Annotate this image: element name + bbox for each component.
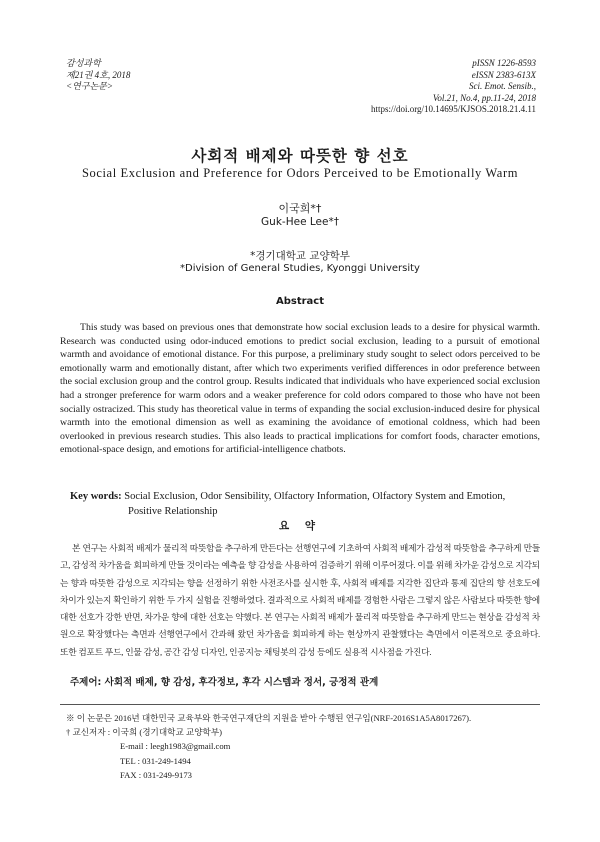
article-type: <연구논문> [66,81,113,91]
author-english: Guk-Hee Lee*† [261,216,339,228]
korean-keywords: 주제어: 사회적 배제, 향 감성, 후각정보, 후각 시스템과 정서, 긍정적 관계 [70,677,379,688]
fax: FAX : 031-249-9173 [120,770,192,780]
journal-header-left [66,58,130,93]
pissn: pISSN 1226-8593 [472,58,536,68]
doi-link[interactable]: https://doi.org/10.14695/KJSOS.2018.21.4.11 [370,104,536,114]
contact-info [120,739,230,783]
keywords [70,489,540,519]
funding-footnote: ※ 이 논문은 2016년 대한민국 교육부와 한국연구재단의 지원을 받아 수행된 연구임(NRF-2016S1A5A8017267). [66,713,472,723]
affiliation-korean: *경기대학교 교양학부 [250,250,350,262]
keywords-label: Key words: [70,491,122,502]
abstract-heading: Abstract [275,296,325,307]
journal-abbrev: Sci. Emot. Sensib., [469,81,536,91]
journal-name: 감성과학 [66,58,101,68]
volume-issue: 제21권 4호, 2018 [66,69,131,80]
affiliation-english: *Division of General Studies, Kyonggi University [180,263,420,274]
volume-pages: Vol.21, No.4, pp.11-24, 2018 [432,92,536,103]
keywords-line-2: Positive Relationship [128,506,218,517]
journal-header-right [371,58,536,116]
eissn: eISSN 2383-613X [471,69,536,80]
title-english: Social Exclusion and Preference for Odors Perceived to be Emotionally Warm [81,166,519,180]
footnote-divider [60,704,540,705]
email[interactable]: E-mail : leegh1983@gmail.com [120,741,231,751]
abstract-body: This study was based on previous ones that demonstrate how social exclusion leads to a desire for physical warmth. Research was conducted using odor-induced emotions to predict social exclusion, leading to a pursuit of emotional warmth and avoidance of emotional distance. For this purpose, a preliminary study sought to select odors perceived to be emotionally warm and emotionally distant, after which two experiments verified differences in odor preference between the social exclusion group and the control group. Results indicated that individuals who have experienced social exclusion had a stronger preference for warm odors and a weaker preference for cold odors compared to those who have not been socially ostracized. This study has theoretical value in terms of expanding the social exclusion-induced desire for physical warmth into the emotional dimension as well as examining the avoidance of emotional coldness, which had been overlooked in previous research studies. This also leads to practical implications for comfort foods, character emotions, emotional-space design, and emotions for artificial-intelligence chatbots. [60,322,540,456]
korean-abstract-body: 본 연구는 사회적 배제가 물리적 따뜻함을 추구하게 만든다는 선행연구에 기초하여 사회적 배제가 감성적 따뜻함을 추구하게 만들고, 감성적 차가움을 회피하게 만들 것이라는 예측을 향 감성을 사용하여 검증하기 위해 이루어졌다. 이를 위해 차가운 감성으로 지각되는 향과 따뜻한 감성으로 지각되는 향을 선정하기 위한 사전조사를 실시한 후, 사회적 배제를 지각한 집단과 통제 집단의 향 선호도에 차이가 있는지 확인하기 위한 두 가지 실험을 진행하였다. 결과적으로 사회적 배제를 경험한 사람은 그렇지 않은 사람보다 따뜻한 향에 대한 선호가 강한 반면, 차가운 향에 대한 선호는 약했다. 본 연구는 사회적 배제가 물리적 따뜻함을 추구하게 만드는 현상을 감성적 차원으로 확장했다는 측면과 선행연구에서 간과해 왔던 차가움을 회피하게 하는 현상까지 관찰했다는 측면에서 이론적으로 중요하다. 또한 컴포트 푸드, 인물 감성, 공간 감성 디자인, 인공지능 채팅봇의 감성 등에도 실용적 시사점을 가진다. [60,543,540,657]
author-korean: 이국희*† [278,202,322,215]
keywords-line-1: Social Exclusion, Odor Sensibility, Olfactory Information, Olfactory System and Emotion, [124,491,506,502]
corresponding-author-footnote: † 교신저자 : 이국희 (경기대학교 교양학부) [66,727,222,737]
korean-abstract-heading: 요 약 [279,520,321,532]
title-korean: 사회적 배제와 따뜻한 향 선호 [191,147,409,165]
phone: TEL : 031-249-1494 [120,755,191,766]
